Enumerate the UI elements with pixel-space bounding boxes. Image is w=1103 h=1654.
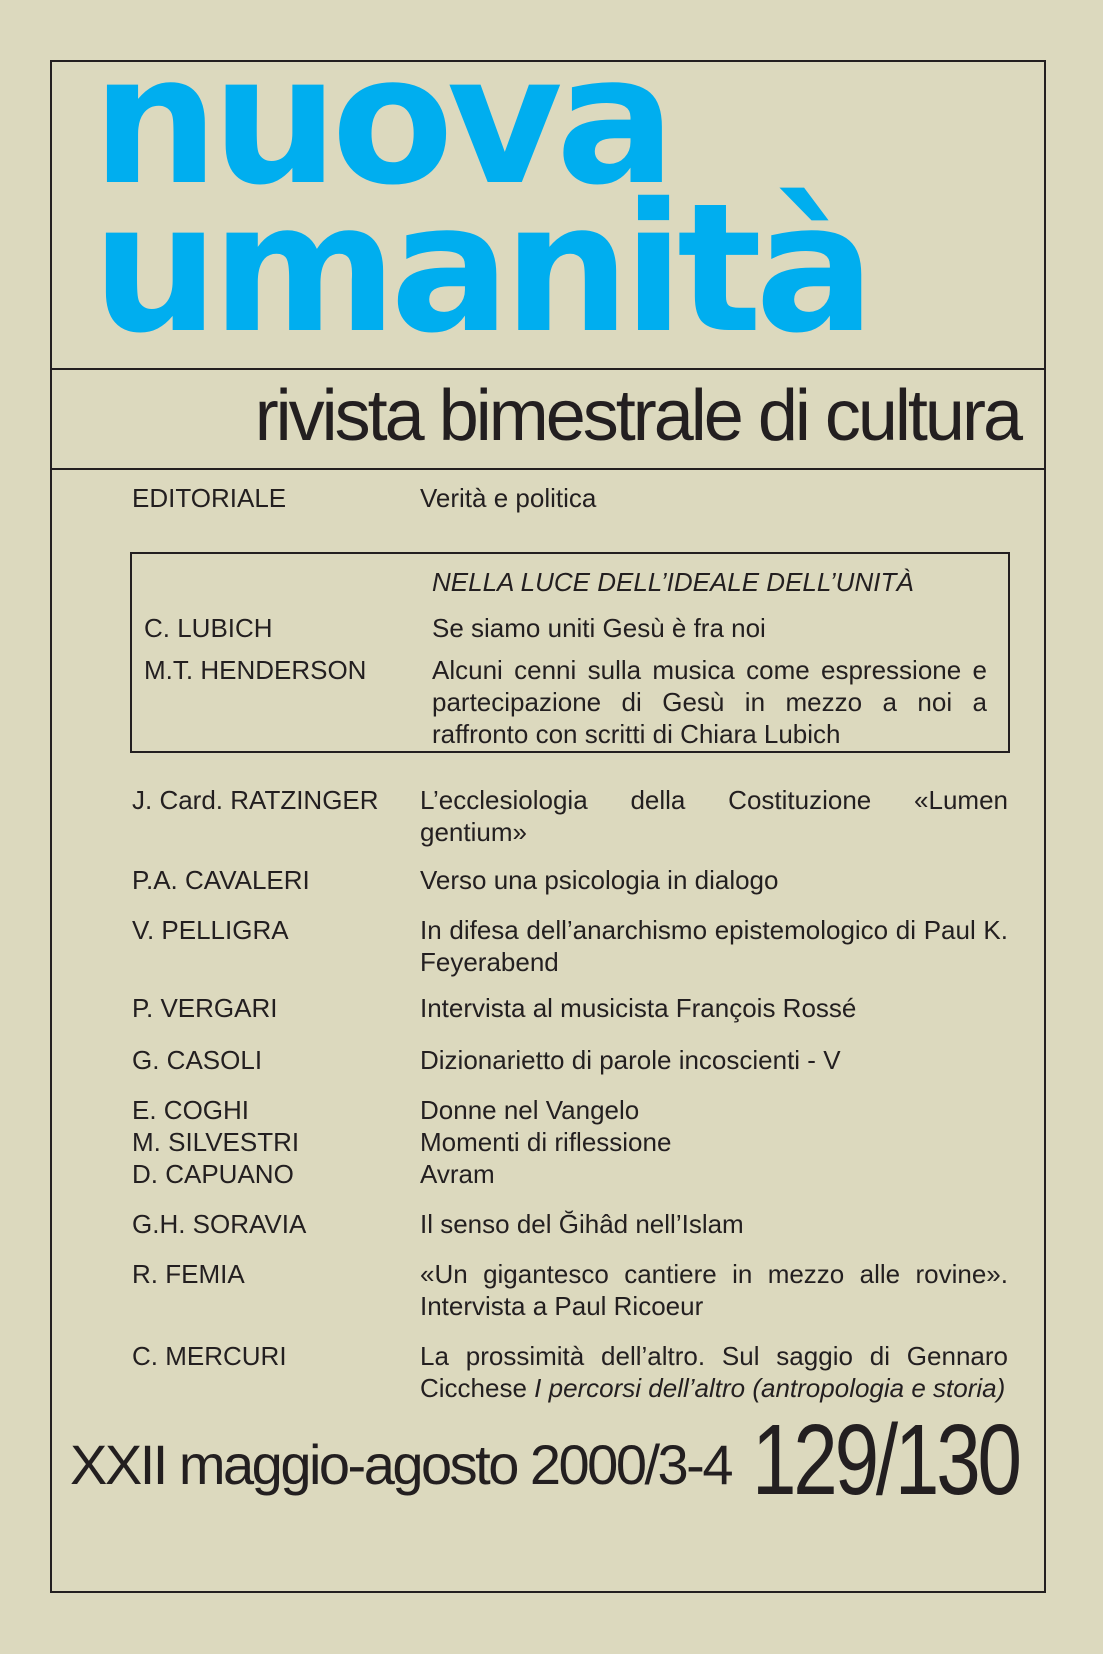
article-title-italic: I percorsi dell’altro (antropologia e storia) <box>534 1373 1006 1403</box>
section-label: EDITORIALE <box>132 483 287 513</box>
article-author: M.T. HENDERSON <box>144 655 367 685</box>
article-author: G.H. SORAVIA <box>132 1209 307 1239</box>
featured-heading: NELLA LUCE DELL’IDEALE DELL’UNITÀ <box>432 567 914 597</box>
article-author: D. CAPUANO <box>132 1159 294 1189</box>
article-title: Dizionarietto di parole incoscienti - V <box>420 1045 841 1075</box>
divider-bottom <box>52 468 1044 470</box>
article-title: Verso una psicologia in dialogo <box>420 865 779 895</box>
article-title-plain: La prossimità dell’altro. Sul saggio di Gennaro Cicchese <box>420 1341 1008 1403</box>
cover-frame <box>50 17 1046 1593</box>
article-author: V. PELLIGRA <box>132 915 289 945</box>
journal-title-line-2: umanità <box>92 165 869 372</box>
article-title: Avram <box>420 1159 495 1189</box>
article-title: Donne nel Vangelo <box>420 1095 640 1125</box>
journal-subtitle: rivista bimestrale di cultura <box>254 376 1020 456</box>
masthead <box>52 17 1044 372</box>
article-author: R. FEMIA <box>132 1259 245 1289</box>
journal-title-line-1: nuova <box>92 17 669 224</box>
article-title: «Un gigantesco cantiere in mezzo alle rovine». Intervista a Paul Ricoeur <box>420 1259 1008 1321</box>
article-title: Il senso del Ğihâd nell’Islam <box>420 1209 744 1239</box>
article-author: P.A. CAVALERI <box>132 865 310 895</box>
article-author: P. VERGARI <box>132 993 278 1023</box>
article-title: Alcuni cenni sulla musica come espressione e partecipazione di Gesù in mezzo a noi a raffronto con scritti di Chiara Lubich <box>432 655 987 749</box>
article-title <box>420 1340 1008 1404</box>
article-author: E. COGHI <box>132 1095 250 1125</box>
divider-top <box>52 368 1044 370</box>
issue-number: 129/130 <box>752 1404 1019 1516</box>
article-author: J. Card. RATZINGER <box>132 785 379 815</box>
article-author: C. MERCURI <box>132 1341 287 1371</box>
article-title: In difesa dell’anarchismo epistemologico di Paul K. Feyerabend <box>420 915 1008 977</box>
article-title: Se siamo uniti Gesù è fra noi <box>432 613 766 643</box>
featured-section-box <box>130 552 1010 753</box>
article-title: Momenti di riflessione <box>420 1127 672 1157</box>
article-title: Verità e politica <box>420 483 597 513</box>
article-title: L’ecclesiologia della Costituzione «Lumen gentium» <box>420 785 1008 847</box>
article-title: Intervista al musicista François Rossé <box>420 993 857 1023</box>
article-author: G. CASOLI <box>132 1045 263 1075</box>
article-author: M. SILVESTRI <box>132 1127 300 1157</box>
volume-and-dates: XXII maggio-agosto 2000/3-4 <box>70 1433 731 1496</box>
article-author: C. LUBICH <box>144 613 273 643</box>
